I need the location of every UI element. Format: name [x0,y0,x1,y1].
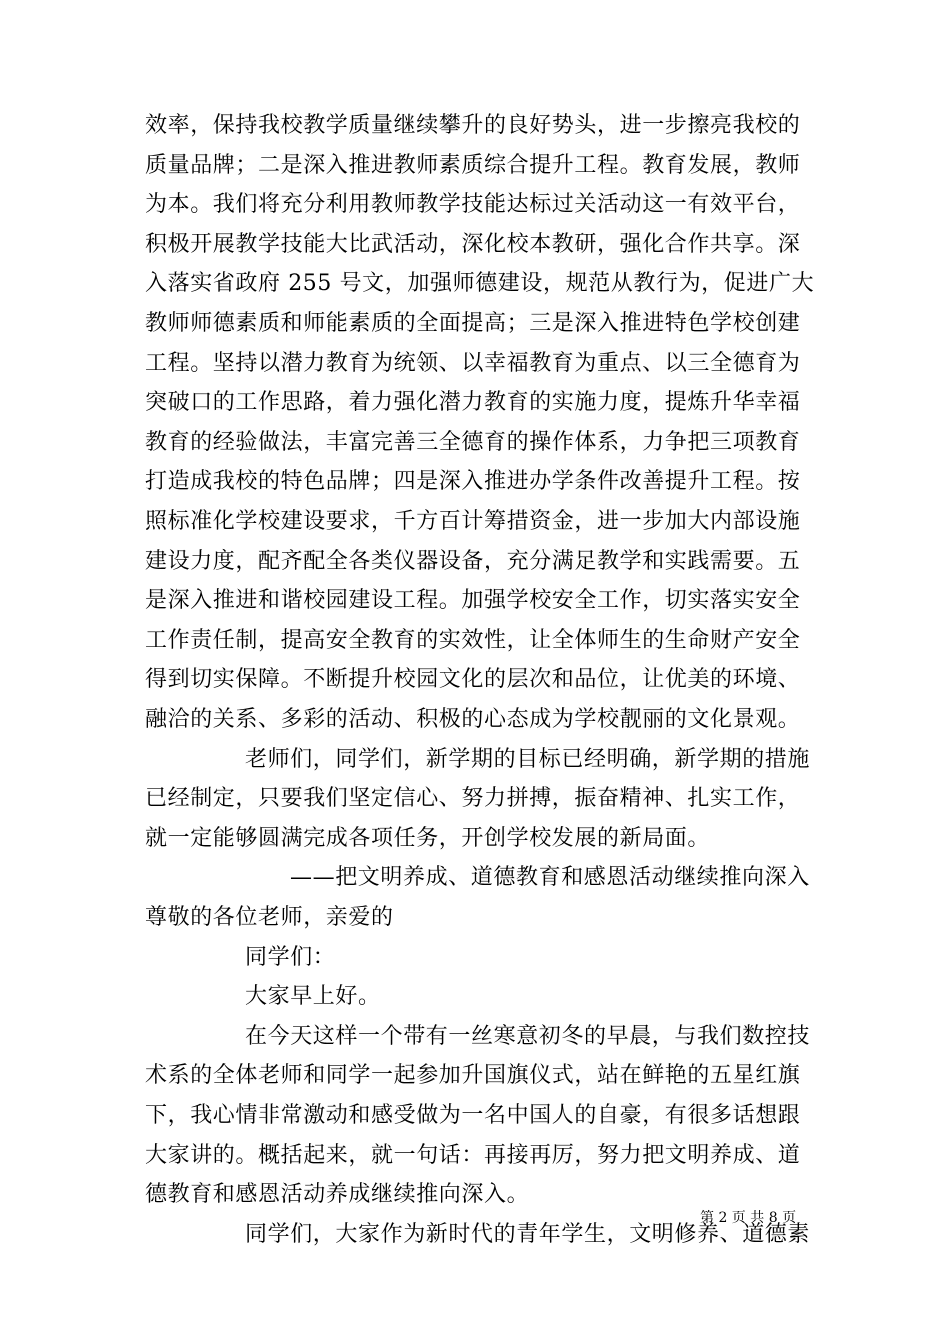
text-line: 效率，保持我校教学质量继续攀升的良好势头，进一步擦亮我校的 [145,113,801,138]
text-line: 照标准化学校建设要求，千方百计筹措资金，进一步加大内部设施 [145,509,801,534]
text-line: 建设力度，配齐配全各类仪器设备，充分满足教学和实践需要。五 [145,548,801,574]
text-line: 工程。坚持以潜力教育为统领、以幸福教育为重点、以三全德育为 [145,350,801,376]
text-line: 融洽的关系、多彩的活动、积极的心态成为学校靓丽的文化景观。 [145,707,801,732]
salutation-line: 尊敬的各位老师，亲爱的 [145,905,394,930]
text-line: 打造成我校的特色品牌；四是深入推进办学条件改善提升工程。按 [145,469,801,495]
text-line: 积极开展教学技能大比武活动，深化校本教研，强化合作共享。深 [145,231,801,257]
greeting-line: 大家早上好。 [245,984,381,1010]
text-line: 术系的全体老师和同学一起参加升国旗仪式，站在鲜艳的五星红旗 [145,1063,801,1089]
text-line: 得到切实保障。不断提升校园文化的层次和品位，让优美的环境、 [145,667,801,693]
text-line: 就一定能够圆满完成各项任务，开创学校发展的新局面。 [145,825,711,851]
text-line: 质量品牌；二是深入推进教师素质综合提升工程。教育发展，教师 [145,152,801,178]
text-line: 教育的经验做法，丰富完善三全德育的操作体系，力争把三项教育 [145,429,801,455]
text-line: 入落实省政府 255 号文，加强师德建设，规范从教行为，促进广大 [145,271,815,297]
text-line: 为本。我们将充分利用教师教学技能达标过关活动这一有效平台， [145,192,801,218]
paragraph-start-line: 老师们，同学们，新学期的目标已经明确，新学期的措施 [245,746,811,772]
text-line: 工作责任制，提高安全教育的实效性，让全体师生的生命财产安全 [145,627,801,653]
section-heading: ——把文明养成、道德教育和感恩活动继续推向深入 [290,865,810,891]
text-line: 已经制定，只要我们坚定信心、努力拼搏，振奋精神、扎实工作， [145,786,801,812]
salutation-line: 同学们： [245,944,336,970]
text-line: 教师师德素质和师能素质的全面提高；三是深入推进特色学校创建 [145,311,801,336]
text-line: 德教育和感恩活动养成继续推向深入。 [145,1182,530,1208]
text-line: 突破口的工作思路，着力强化潜力教育的实施力度，提炼升华幸福 [145,390,801,416]
paragraph-start-line: 同学们，大家作为新时代的青年学生，文明修养、道德素 [245,1221,811,1247]
paragraph-start-line: 在今天这样一个带有一丝寒意初冬的早晨，与我们数控技 [245,1023,811,1049]
text-line: 是深入推进和谐校园建设工程。加强学校安全工作，切实落实安全 [145,588,801,614]
text-line: 下，我心情非常激动和感受做为一名中国人的自豪，有很多话想跟 [145,1103,801,1128]
text-line: 大家讲的。概括起来，就一句话：再接再厉，努力把文明养成、道 [145,1142,801,1168]
page-footer: 第 2 页 共 8 页 [700,1210,797,1226]
